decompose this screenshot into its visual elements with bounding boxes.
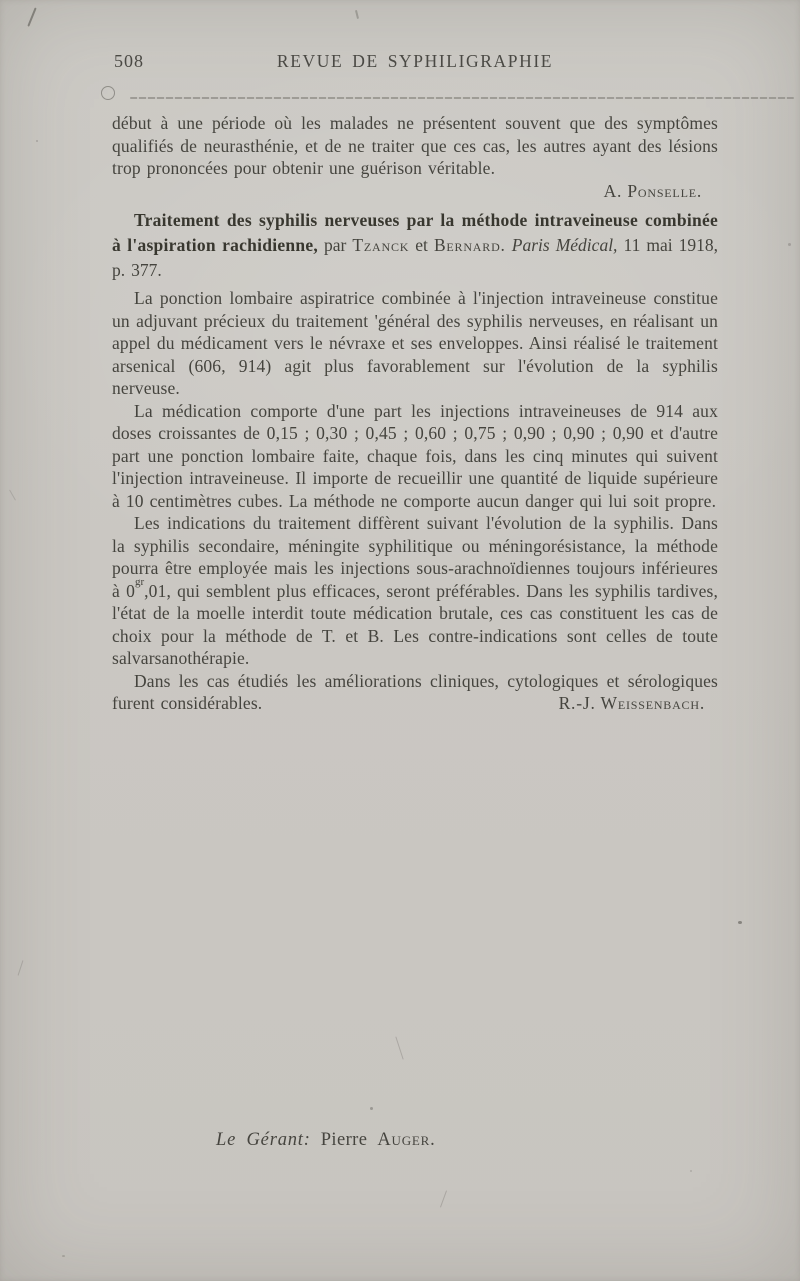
gerant-last-name: Auger. — [377, 1130, 436, 1150]
journal-title: REVUE DE SYPHILIGRAPHIE — [276, 51, 554, 71]
paragraph-text: début à une période où les malades ne présentent souvent que des symptômes qualifiés de neurasthénie, et de ne traiter que ces cas, les autres ayant des lésions trop prononcées pour obtenir une guérison véritable. — [112, 113, 718, 178]
scan-speck — [690, 1170, 692, 1172]
journal-reference-italic: Paris Médical, — [511, 235, 618, 255]
scan-speck — [788, 243, 791, 246]
page-number: 508 — [114, 51, 144, 71]
article-heading — [112, 208, 718, 283]
paragraph-text: La ponction lombaire aspiratrice combinée à l'injection intraveineuse constitue un adjuvant précieux du traitement 'général des syphilis nerveuses, en réalisant un appel du médicament vers le névraxe et ses enveloppes. Ainsi réalisé le traitement arsenical (606, 914) agit plus favorablement sur l'évolution de la syphilis nerveuse. — [112, 288, 718, 398]
author-tzanck: Tzanck — [352, 235, 410, 255]
scan-artifact-mark — [395, 1036, 404, 1059]
paragraph-continuation — [112, 112, 718, 180]
footer-gerant-line — [216, 1130, 436, 1151]
paragraph — [112, 512, 718, 670]
superscript-gr: gr — [134, 575, 145, 588]
scan-speck — [36, 140, 38, 142]
scan-speck — [370, 1107, 373, 1110]
header-rule — [130, 97, 794, 99]
gerant-label: Le Gérant: — [216, 1130, 311, 1150]
scan-speck — [738, 921, 742, 924]
paragraph-text: ,01, qui semblent plus efficaces, seront préférables. Dans les syphilis tardives, l'état de la moelle interdit toute médication brutale, ces cas constituent les cas de choix pour la méthode de T. et B. Les contre-indications sont celles de toute salvarsanothérapie. — [112, 580, 718, 668]
author-signature-weissenbach: R.-J. Weissenbach. — [558, 693, 705, 713]
author-signature-ponselle: A. Ponselle. — [603, 180, 702, 201]
signature-line — [112, 180, 718, 203]
paragraph — [112, 287, 718, 400]
article-body — [112, 112, 718, 715]
journal-reference-rest: 11 mai 1918, p. 377. — [112, 235, 718, 280]
author-bernard: Bernard. — [433, 235, 506, 255]
article-title-bold: Traitement des syphilis nerveuses par la méthode intraveineuse combinée à l'aspiration rachidienne, — [112, 210, 718, 255]
scan-artifact-mark — [18, 960, 24, 976]
paragraph-text: Dans les cas étudiés les améliorations cliniques, cytologiques et sérologiques furent considérables. — [112, 670, 718, 713]
paragraph — [112, 400, 718, 513]
scan-artifact-mark — [440, 1190, 447, 1207]
heading-connector: par — [324, 235, 347, 255]
heading-connector: et — [415, 235, 428, 255]
scan-artifact-mark — [27, 7, 36, 26]
scan-speck — [62, 1255, 65, 1257]
paragraph-text: La médication comporte d'une part les injections intraveineuses de 914 aux doses croissantes de 0,15 ; 0,30 ; 0,45 ; 0,60 ; 0,75 ; 0,90 ; 0,90 ; 0,90 et d'autre part une ponction lombaire faite, chaque fois, dans les cinq minutes qui suivent l'injection intraveineuse. Il importe de recueillir une quantité de liquide supérieure à 10 centimètres cubes. La méthode ne comporte aucun danger qui lui soit propre. — [112, 400, 718, 511]
scan-artifact-mark — [9, 489, 16, 500]
scan-artifact-mark — [355, 10, 359, 19]
gerant-first-name: Pierre — [320, 1130, 368, 1150]
margin-circle-mark — [101, 86, 115, 100]
paragraph-text: Les indications du traitement diffèrent suivant l'évolution de la syphilis. Dans la syphilis secondaire, méningite syphilitique ou méningorésistance, la méthode pourra être employée mais les injections sous-arachnoïdiennes toujours inférieures à 0 — [112, 513, 718, 601]
